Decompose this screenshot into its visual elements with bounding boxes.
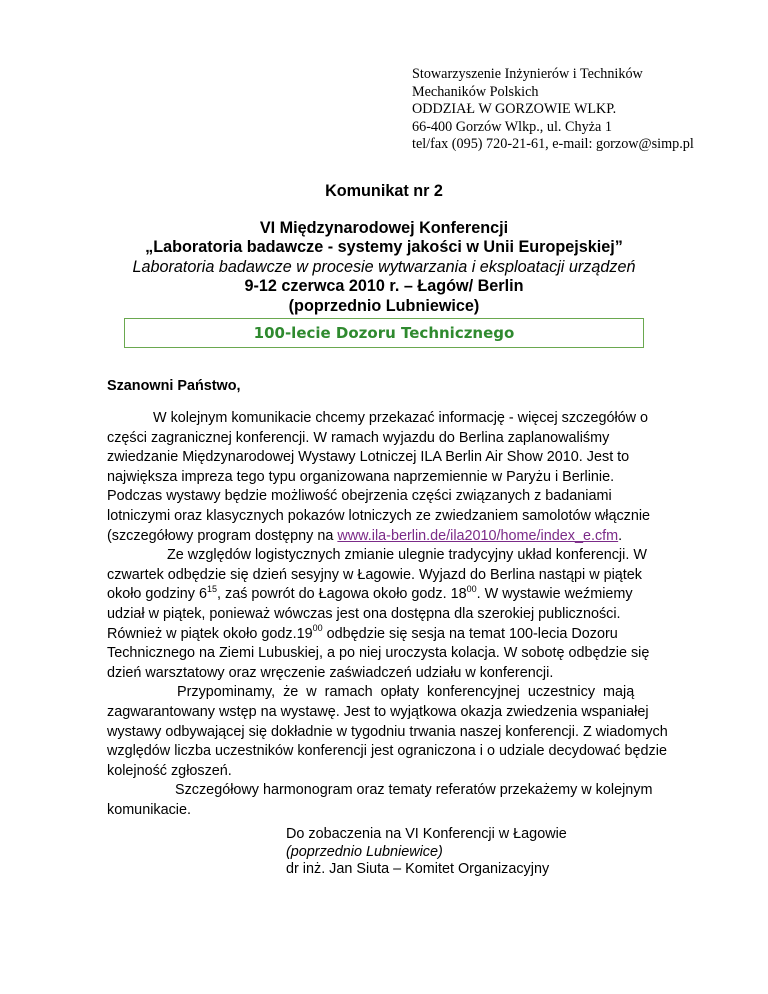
closing-note: (poprzednio Lubniewice) xyxy=(286,843,443,860)
text-span: komunikacie. xyxy=(107,801,191,818)
text-span: Podczas wystawy będzie możliwość obejrzenia części związanych z badaniami xyxy=(107,488,612,505)
org-name-line-2: Mechaników Polskich xyxy=(412,83,539,100)
text-line xyxy=(107,801,699,821)
superscript: 00 xyxy=(466,583,477,594)
text-line xyxy=(107,468,699,488)
text-span: Technicznego na Ziemi Lubuskiej, a po niej uroczysta kolacja. W sobotę odbędzie się xyxy=(107,645,650,662)
previous-location: (poprzednio Lubniewice) xyxy=(288,296,480,315)
text-line xyxy=(107,605,699,625)
superscript: 00 xyxy=(312,622,323,633)
closing-line: Do zobaczenia na VI Konferencji w Łagowie xyxy=(286,826,567,842)
text-span: zagwarantowany wstęp na wystawę. Jest to wyjątkowa okazja zwiedzenia wspaniałej xyxy=(107,703,649,720)
text-span xyxy=(107,585,633,605)
text-line xyxy=(107,585,699,605)
text-span: , zaś powrót do Łagowa około godz. 18 xyxy=(217,586,467,603)
text-span: lotniczymi oraz klasycznych pokazów lotniczych ze zwiedzaniem samolotów włącznie xyxy=(107,507,651,524)
text-line xyxy=(107,762,699,782)
org-contact: tel/fax (095) 720-21-61, e-mail: gorzow@simp.pl xyxy=(412,136,694,153)
text-span: . xyxy=(618,527,623,544)
text-span: największa impreza tego typu organizowana naprzemiennie w Paryżu i Berlinie. xyxy=(107,468,615,485)
text-line xyxy=(107,566,699,586)
conference-subtitle: Laboratoria badawcze w procesie wytwarzania i eksploatacji urządzeń xyxy=(132,257,636,276)
text-line xyxy=(107,507,699,527)
text-span: Przypominamy, że w ramach opłaty konferencyjnej uczestnicy mają xyxy=(177,684,635,701)
text-span: Również w piątek około godz.19 xyxy=(107,625,313,642)
org-name-line-1: Stowarzyszenie Inżynierów i Techników xyxy=(412,66,643,82)
text-line xyxy=(107,409,699,429)
text-span: względów liczba uczestników konferencji jest ograniczona i o udziale decydować będzie xyxy=(107,743,667,760)
letter-body xyxy=(107,409,699,820)
text-line xyxy=(107,644,699,664)
text-span: zwiedzanie Międzynarodowej Wystawy Lotniczej ILA Berlin Air Show 2010. Jest to xyxy=(107,449,630,466)
text-line xyxy=(107,546,699,566)
text-span: udział w piątek, ponieważ wówczas jest ona dostępna dla szerokiej publiczności. xyxy=(107,605,621,622)
text-line xyxy=(107,781,699,801)
text-span: około godziny 6 xyxy=(107,586,208,603)
text-span: odbędzie się sesja na temat 100-lecia Dozoru xyxy=(322,625,618,642)
text-line xyxy=(107,683,699,703)
paragraph-4 xyxy=(107,781,699,820)
ila-berlin-link[interactable]: www.ila-berlin.de/ila2010/home/index_e.cfm xyxy=(337,527,619,544)
communique-title: Komunikat nr 2 xyxy=(325,182,443,200)
conference-name: „Laboratoria badawcze - systemy jakości w Unii Europejskiej” xyxy=(145,238,623,257)
organization-address xyxy=(412,66,742,154)
text-line xyxy=(107,487,699,507)
paragraph-2 xyxy=(107,546,699,683)
text-span: czwartek odbędzie się dzień sesyjny w Łagowie. Wyjazd do Berlina nastąpi w piątek xyxy=(107,566,642,583)
text-span: części zagranicznej konferencji. W ramach wyjazdu do Berlina zaplanowaliśmy xyxy=(107,429,610,446)
paragraph-1 xyxy=(107,409,699,546)
text-line xyxy=(107,448,699,468)
paragraph-3 xyxy=(107,683,699,781)
org-branch: ODDZIAŁ W GORZOWIE WLKP. xyxy=(412,101,617,118)
text-span: . W wystawie weźmiemy xyxy=(476,586,633,603)
text-span: kolejność zgłoszeń. xyxy=(107,762,232,779)
text-span: wystawy odbywającej się dokładnie w tygodniu trwania naszej konferencji. Z wiadomych xyxy=(107,723,668,740)
text-line xyxy=(107,429,699,449)
greeting: Szanowni Państwo, xyxy=(107,378,241,394)
text-line xyxy=(107,742,699,762)
conference-title: VI Międzynarodowej Konferencji xyxy=(259,218,509,237)
text-span: W kolejnym komunikacie chcemy przekazać informację - więcej szczegółów o xyxy=(153,410,649,426)
superscript: 15 xyxy=(207,583,218,594)
text-line xyxy=(107,622,699,645)
text-span: dzień warsztatowy oraz wręczenie zaświadczeń udziału w konferencji. xyxy=(107,664,554,681)
text-span: Ze względów logistycznych zmianie ulegnie tradycyjny układ konferencji. W xyxy=(167,547,647,564)
conference-dates: 9-12 czerwca 2010 r. – Łagów/ Berlin xyxy=(244,277,524,296)
org-street-address: 66-400 Gorzów Wlkp., ul. Chyża 1 xyxy=(412,118,612,135)
signatory: dr inż. Jan Siuta – Komitet Organizacyjny xyxy=(286,861,550,878)
title-block xyxy=(40,182,728,317)
text-line xyxy=(107,723,699,743)
text-span xyxy=(107,622,618,645)
text-line xyxy=(107,703,699,723)
text-line xyxy=(107,527,699,547)
text-span: Szczegółowy harmonogram oraz tematy referatów przekażemy w kolejnym xyxy=(175,782,653,799)
signature-block xyxy=(286,826,567,879)
text-line xyxy=(107,664,699,684)
text-span: (szczegółowy program dostępny na xyxy=(107,527,338,544)
anniversary-banner: 100-lecie Dozoru Technicznego xyxy=(124,318,644,348)
